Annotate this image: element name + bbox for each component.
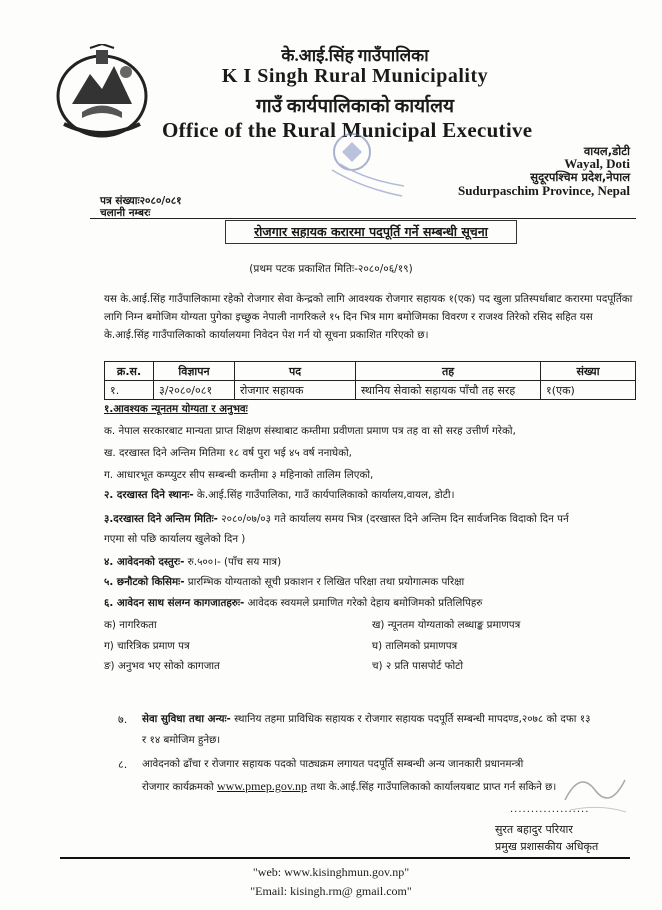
section-4 [104,555,281,569]
section-7 [142,712,590,726]
table-cell: ३/२०८०/०८१ [154,381,235,400]
section-4-text: रु.५००।- (पाँच सय मात्र) [184,556,282,568]
section-7-text: स्थानिय तहमा प्राविधिक सहायक र रोजगार सहायक पदपूर्ति सम्बन्धी मापदण्ड,२०७८ को दफा १३ [230,713,591,725]
table-row [105,381,636,400]
signatory-title: प्रमुख प्रशासकीय अधिकृत [495,840,599,853]
address-en: Wayal, Doti [564,156,630,171]
province-np: सुदूरपश्चिम प्रदेश,नेपाल [530,170,630,184]
section-6 [104,596,482,610]
published-date: (प्रथम पटक प्रकाशित मितिः-२०८०/०६/१९) [249,263,413,275]
executive-office-np: गाउँ कार्यपालिकाको कार्यालय [256,96,454,117]
document-item: ग) चारित्रिक प्रमाण पत्र [104,640,190,652]
position-table [104,361,636,400]
section-5-text: प्रारम्भिक योग्यताको सूची प्रकाशन र लिखित परिक्षा तथा प्रयोगात्मक परिक्षा [184,576,465,588]
header-divider [90,218,636,219]
section-3-text: २०८०/०७/०३ गते कार्यालय समय भित्र (दरखास्त दिने अन्तिम दिन सार्वजनिक विदाको दिन पर्न [217,513,569,525]
section-2-label: २. दरखास्त दिने स्थानः- [104,489,194,501]
table-header: तह [356,362,541,381]
section-8-number: ८. [118,758,128,771]
executive-office-en: Office of the Rural Municipal Executive [162,118,533,142]
table-header: विज्ञापन [154,362,235,381]
address-np: वायल,डोटी [583,144,630,158]
province-en: Sudurpaschim Province, Nepal [457,183,630,198]
section-3 [104,512,569,526]
table-header: संख्या [541,362,636,381]
signatory-name: सुरत बहादुर परियार [495,823,573,836]
section-6-label: ६. आवेदन साथ संलग्न कागजातहरुः- [104,597,245,609]
intro-paragraph: यस के.आई.सिंह गाउँपालिकामा रहेको रोजगार सेवा केन्द्रको लागि आवश्यक रोजगार सहायक १(एक) पद खुला प्रतिस्पर्धाबाट करारमा पदपूर्तिका लागि निम्न बमोजिम योग्यता पुगेका इच्छुक नेपाली नागरिकले १५ दिन भित्र माग बमोजिमका विवरण र राजश्व तिरेको रसिद सहित यस के.आई.सिंह गाउँपालिकाको कार्यालयमा निवेदन पेश गर्न यो सूचना प्रकाशित गरिएको छ। [104,293,633,341]
document-item: ख) न्यूनतम योग्यताको लब्धाङ्क प्रमाणपत्र [372,619,521,631]
document-item: घ) तालिमको प्रमाणपत्र [372,640,458,652]
section-1-title: १.आवश्यक न्यूनतम योग्यता र अनुभवः [104,403,248,415]
document-item: ङ) अनुभव भए सोको कागजात [104,660,220,672]
table-header: पद [235,362,356,381]
letter-number: पत्र संख्याः२०८०/०८१ [100,195,182,207]
section-2-text: के.आई.सिंह गाउँपालिका, गाउँ कार्यपालिकाको कार्यालय,वायल, डोटी। [193,489,455,501]
section-6-text: आवेदक स्वयमले प्रमाणित गरेको देहाय बमोजिमको प्रतिलिपिहरु [244,597,483,609]
section-4-label: ४. आवेदनको दस्तुरः- [104,556,185,568]
table-cell: स्थानिय सेवाको सहायक पाँचौ तह सरह [356,381,541,400]
section-7-number: ७. [118,713,128,726]
footer-divider [60,857,630,859]
section-7-cont: र १४ बमोजिम हुनेछ। [142,734,221,746]
footer-web: "web: www.kisinghmun.gov.np" [252,865,410,879]
dispatch-number: चलानी नम्बरः [100,207,151,219]
section-8-text: आवेदनको ढाँचा र रोजगार सहायक पदको पाठ्यक्रम लगायत पदपूर्ति सम्बन्धी अन्य जानकारी प्रधानमन्त्री [142,758,524,770]
section-7-label: सेवा सुविधा तथा अन्यः- [142,713,231,725]
section-3-cont: गएमा सो पछि कार्यालय खुलेको दिन ) [104,533,246,545]
official-stamp-seal [322,130,412,200]
section-5 [104,575,464,589]
pmep-link[interactable]: www.pmep.gov.np [216,779,308,793]
notice-subject: रोजगार सहायक करारमा पदपूर्ति गर्ने सम्बन्धी सूचना [225,220,517,244]
office-name-en: K I Singh Rural Municipality [221,65,489,87]
table-cell: १. [105,381,154,400]
qualification-item: ग. आधारभूत कम्प्युटर सीप सम्बन्धी कम्तीमा ३ महिनाको तालिम लिएको, [104,469,374,481]
section-8-cont [142,779,556,794]
qualification-item: क. नेपाल सरकारबाट मान्यता प्राप्त शिक्षण संस्थाबाट कम्तीमा प्रवीणता प्रमाण पत्र तह वा सो सरह उत्तीर्ण गरेको, [104,425,516,437]
table-cell: रोजगार सहायक [235,381,356,400]
document-item: च) २ प्रति पासपोर्ट फोटो [372,660,464,672]
table-cell: १(एक) [541,381,636,400]
section-2 [104,488,455,502]
qualification-item: ख. दरखास्त दिने अन्तिम मितिमा १८ वर्ष पुरा भई ४५ वर्ष ननाघेको, [104,447,352,459]
signature-line: ................... [510,804,590,815]
footer-email: "Email: kisingh.rm@ gmail.com" [250,884,412,898]
section-5-label: ५. छनौटको किसिमः- [104,576,185,588]
table-header-row [105,362,636,381]
section-3-label: ३.दरखास्त दिने अन्तिम मितिः- [104,513,218,525]
office-name-np: के.आई.सिंह गाउँपालिका [281,46,429,65]
document-item: क) नागरिकता [104,619,157,631]
section-8-text-b: तथा के.आई.सिंह गाउँपालिकाको कार्यालयबाट प्राप्त गर्न सकिने छ। [307,781,557,793]
section-8-text-a: रोजगार कार्यक्रमको [142,781,217,793]
table-header: क्र.स. [105,362,154,381]
